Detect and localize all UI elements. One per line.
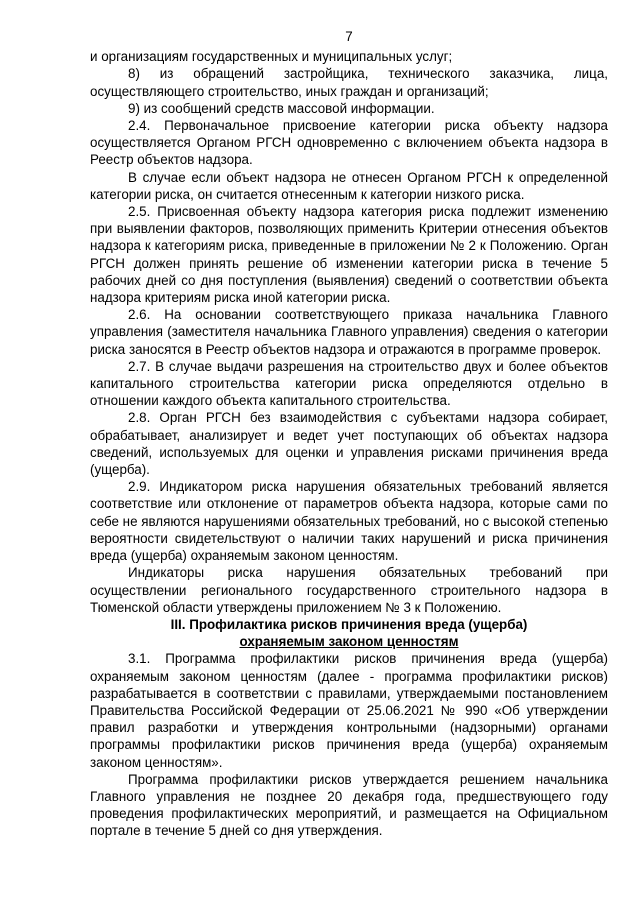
- paragraph-9: 2.9. Индикатором риска нарушения обязательных требований является соответствие или отклонение от параметров объекта надзора, которые сами по себе не являются нарушениями обязательных требований, но с высокой степенью вероятности свидетельствуют о наличии таких нарушений и риска причинения вреда (ущерба) охраняемым законом ценностям.: [90, 479, 608, 564]
- paragraph-10: Индикаторы риска нарушения обязательных требований при осуществлении регионального государственного строительного надзора в Тюменской области утверждены приложением № 3 к Положению.: [90, 565, 608, 615]
- document-page: [90, 28, 608, 840]
- paragraph-2: 9) из сообщений средств массовой информации.: [128, 100, 435, 116]
- paragraph-11: 3.1. Программа профилактики рисков причинения вреда (ущерба) охраняемым законом ценностям (далее - программа профилактики рисков) разрабатывается в соответствии с правилами, утверждаемыми постановлением Правительства Российской Федерации от 25.06.2021 № 990 «Об утверждении правил разработки и утверждения контрольными (надзорными) органами программы профилактики рисков причинения вреда (ущерба) охраняемым законом ценностям».: [90, 651, 608, 770]
- section-heading-line-1: III. Профилактика рисков причинения вреда (ущерба): [170, 616, 528, 632]
- page-number: 7: [345, 29, 353, 44]
- paragraph-1: 8) из обращений застройщика, технического заказчика, лица, осуществляющего строительство, иных граждан и организаций;: [90, 66, 608, 99]
- paragraph-7: 2.7. В случае выдачи разрешения на строительство двух и более объектов капитального строительства категории риска определяются отдельно в отношении каждого объекта капитального строительства.: [90, 358, 608, 409]
- paragraph-8: 2.8. Орган РГСН без взаимодействия с субъектами надзора собирает, обрабатывает, анализирует и ведет учет поступающих об объектах надзора сведений, используемых для оценки и управления рисками причинения вреда (ущерба).: [90, 410, 608, 478]
- paragraph-4: В случае если объект надзора не отнесен Органом РГСН к определенной категории риска, он считается отнесенным к категории низкого риска.: [90, 169, 608, 202]
- paragraph-0: и организациям государственных и муниципальных услуг;: [90, 49, 453, 65]
- paragraph-3: 2.4. Первоначальное присвоение категории риска объекту надзора осуществляется Органом РГСН одновременно с включением объекта надзора в Реестр объектов надзора.: [90, 118, 608, 168]
- section-heading-line-2: охраняемым законом ценностям: [239, 634, 459, 650]
- paragraph-5: 2.5. Присвоенная объекту надзора категория риска подлежит изменению при выявлении факторов, позволяющих применить Критерии отнесения объектов надзора к категориям риска, приведенные в приложении № 2 к Положению. Орган РГСН должен принять решение об изменении категории риска в течение 5 рабочих дней со дня поступления (выявления) сведений о соответствии объекта надзора критериям риска иной категории риска.: [90, 204, 608, 306]
- paragraph-6: 2.6. На основании соответствующего приказа начальника Главного управления (заместителя начальника Главного управления) сведения о категории риска заносятся в Реестр объектов надзора и отражаются в программе проверок.: [90, 307, 608, 357]
- paragraph-12: Программа профилактики рисков утверждается решением начальника Главного управления не позднее 20 декабря года, предшествующего году проведения профилактических мероприятий, и размещается на Официальном портале в течение 5 дней со дня утверждения.: [90, 771, 608, 839]
- section-heading: [90, 616, 608, 650]
